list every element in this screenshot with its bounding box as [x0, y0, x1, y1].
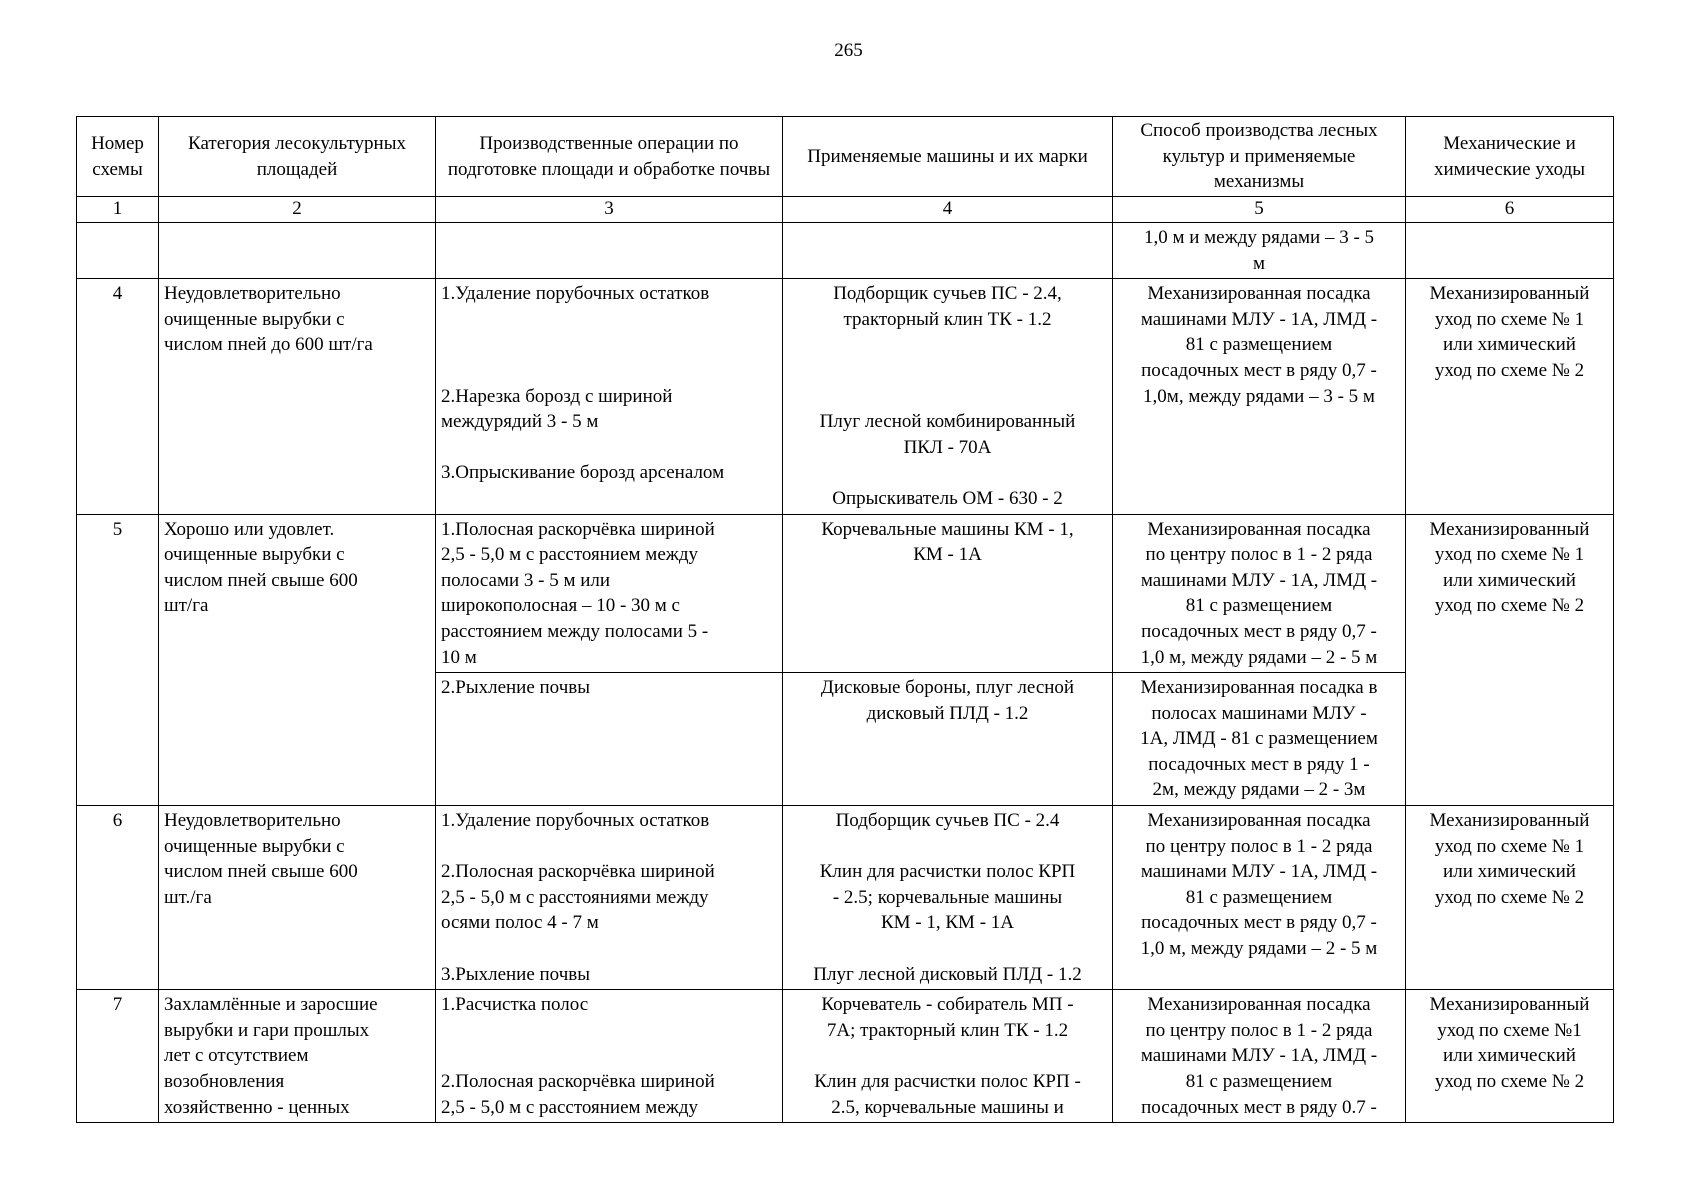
care-cell: Механизированный уход по схеме № 1 или химический уход по схеме № 2: [1406, 279, 1614, 514]
method-cell: Механизированная посадка машинами МЛУ - 1А, ЛМД - 81 с размещением посадочных мест в ряду 0,7 - 1,0м, между рядами – 3 - 5 м: [1113, 279, 1406, 514]
machines-cell: Корчеватель - собиратель МП - 7А; тракторный клин ТК - 1.2 Клин для расчистки полос КРП - 2.5, корчевальные машины и: [783, 990, 1113, 1123]
column-number: 6: [1406, 197, 1614, 223]
scheme-number-cell: 7: [77, 990, 159, 1123]
care-cell: Механизированный уход по схеме №1 или химический уход по схеме № 2: [1406, 990, 1614, 1123]
column-number: 5: [1113, 197, 1406, 223]
category-cell: Хорошо или удовлет. очищенные вырубки с числом пней свыше 600 шт/га: [159, 514, 436, 806]
machines-cell: Дисковые бороны, плуг лесной дисковый ПЛД - 1.2: [783, 673, 1113, 806]
table-row: [77, 279, 1614, 514]
column-number: 3: [436, 197, 783, 223]
operations-cell: 2.Рыхление почвы: [436, 673, 783, 806]
operations-cell: 1.Полосная раскорчёвка шириной 2,5 - 5,0 м с расстоянием между полосами 3 - 5 м или широкополосная – 10 - 30 м с расстоянием между полосами 5 - 10 м: [436, 514, 783, 673]
method-cell: 1,0 м и между рядами – 3 - 5 м: [1113, 223, 1406, 279]
header-category: Категория лесокультурных площадей: [159, 117, 436, 197]
method-cell: Механизированная посадка по центру полос в 1 - 2 ряда машинами МЛУ - 1А, ЛМД - 81 с размещением посадочных мест в ряду 0,7 - 1,0 м, между рядами – 2 - 5 м: [1113, 806, 1406, 990]
table-row: [77, 990, 1614, 1123]
scheme-number-cell: 6: [77, 806, 159, 990]
page-number: 265: [834, 40, 863, 61]
category-cell: Неудовлетворительно очищенные вырубки с числом пней свыше 600 шт./га: [159, 806, 436, 990]
operations-cell: 1.Удаление порубочных остатков 2.Нарезка борозд с шириной междурядий 3 - 5 м 3.Опрыскивание борозд арсеналом: [436, 279, 783, 514]
header-operations: Производственные операции по подготовке площади и обработке почвы: [436, 117, 783, 197]
header-scheme-number: Номер схемы: [77, 117, 159, 197]
operations-cell: 1.Расчистка полос 2.Полосная раскорчёвка шириной 2,5 - 5,0 м с расстоянием между: [436, 990, 783, 1123]
header-care: Механические и химические уходы: [1406, 117, 1614, 197]
table-row: [77, 806, 1614, 990]
category-cell: Захламлённые и заросшие вырубки и гари прошлых лет с отсутствием возобновления хозяйственно - ценных: [159, 990, 436, 1123]
machines-cell: Корчевальные машины КМ - 1, КМ - 1А: [783, 514, 1113, 673]
method-cell: Механизированная посадка по центру полос в 1 - 2 ряда машинами МЛУ - 1А, ЛМД - 81 с размещением посадочных мест в ряду 0.7 -: [1113, 990, 1406, 1123]
scheme-number-cell: 4: [77, 279, 159, 514]
column-numbers-row: [77, 197, 1614, 223]
header-method: Способ производства лесных культур и применяемые механизмы: [1113, 117, 1406, 197]
header-machines: Применяемые машины и их марки: [783, 117, 1113, 197]
column-number: 1: [77, 197, 159, 223]
scheme-number-cell: 5: [77, 514, 159, 806]
operations-cell: 1.Удаление порубочных остатков 2.Полосная раскорчёвка шириной 2,5 - 5,0 м с расстояниями между осями полос 4 - 7 м 3.Рыхление почвы: [436, 806, 783, 990]
care-cell: Механизированный уход по схеме № 1 или химический уход по схеме № 2: [1406, 514, 1614, 806]
machines-cell: Подборщик сучьев ПС - 2.4, тракторный клин ТК - 1.2 Плуг лесной комбинированный ПКЛ - 70А Опрыскиватель ОМ - 630 - 2: [783, 279, 1113, 514]
care-cell: Механизированный уход по схеме № 1 или химический уход по схеме № 2: [1406, 806, 1614, 990]
table-row: [77, 514, 1614, 673]
table-row-continuation: [77, 223, 1614, 279]
method-cell: Механизированная посадка по центру полос в 1 - 2 ряда машинами МЛУ - 1А, ЛМД - 81 с размещением посадочных мест в ряду 0,7 - 1,0 м, между рядами – 2 - 5 м: [1113, 514, 1406, 673]
category-cell: Неудовлетворительно очищенные вырубки с числом пней до 600 шт/га: [159, 279, 436, 514]
machines-cell: Подборщик сучьев ПС - 2.4 Клин для расчистки полос КРП - 2.5; корчевальные машины КМ - 1, КМ - 1А Плуг лесной дисковый ПЛД - 1.2: [783, 806, 1113, 990]
column-number: 4: [783, 197, 1113, 223]
column-number: 2: [159, 197, 436, 223]
schemes-table: [76, 116, 1614, 1123]
header-row: [77, 117, 1614, 197]
method-cell: Механизированная посадка в полосах машинами МЛУ - 1А, ЛМД - 81 с размещением посадочных мест в ряду 1 - 2м, между рядами – 2 - 3м: [1113, 673, 1406, 806]
